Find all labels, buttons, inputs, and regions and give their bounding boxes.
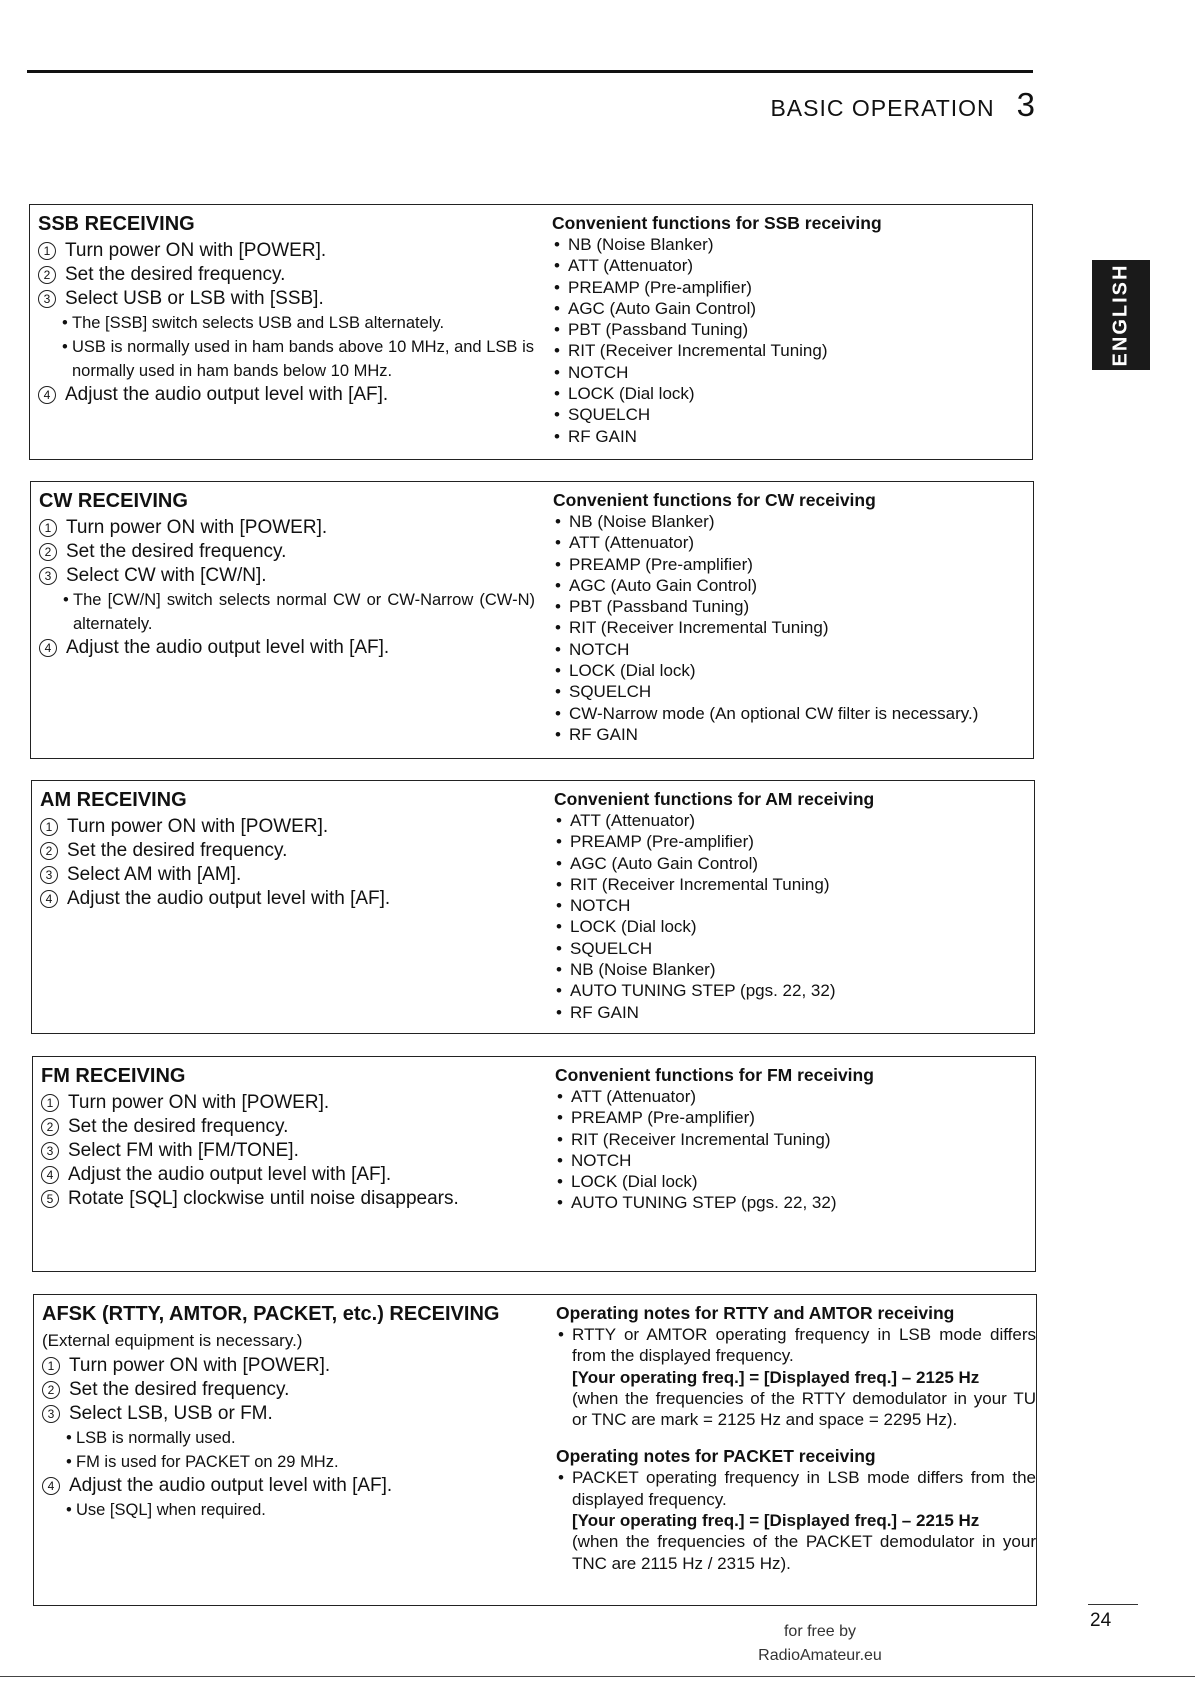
list-item: • AGC (Auto Gain Control) — [554, 853, 1034, 874]
page-number-rule — [1088, 1604, 1138, 1605]
packet-detail: (when the frequencies of the PACKET demodulator in your TNC are 2115 Hz / 2315 Hz). — [572, 1532, 1036, 1573]
list-item: • SQUELCH — [552, 404, 1032, 425]
list-item: • NB (Noise Blanker) — [554, 959, 1034, 980]
cw-step-4: 4 Adjust the audio output level with [AF]. — [39, 636, 539, 660]
am-functions-column — [554, 789, 1034, 1023]
list-item: • RF GAIN — [552, 426, 1032, 447]
cw-step-1: 1 Turn power ON with [POWER]. — [39, 516, 539, 540]
credit-line-1: for free by — [783, 1623, 857, 1640]
packet-formula: [Your operating freq.] = [Displayed freq.] – 2215 Hz — [572, 1511, 980, 1531]
afsk-note-1: • LSB is normally used. — [42, 1426, 542, 1450]
list-item: • RIT (Receiver Incremental Tuning) — [552, 340, 1032, 361]
ssb-note-2: • USB is normally used in ham bands above 10 MHz, and LSB is normally used in ham bands below 10 MHz. — [38, 335, 538, 383]
fm-receiving-box — [32, 1056, 1036, 1272]
fm-title: FM RECEIVING — [41, 1065, 186, 1087]
afsk-receiving-box — [33, 1294, 1037, 1606]
am-step-2: 2 Set the desired frequency. — [40, 839, 540, 863]
section-title: BASIC OPERATION — [770, 95, 995, 121]
list-item: • RIT (Receiver Incremental Tuning) — [555, 1129, 1035, 1150]
am-title: AM RECEIVING — [40, 789, 187, 811]
list-item: • SQUELCH — [553, 681, 1033, 702]
ssb-note-1: • The [SSB] switch selects USB and LSB alternately. — [38, 311, 538, 335]
afsk-subtitle: (External equipment is necessary.) — [42, 1331, 303, 1350]
afsk-note-3: • Use [SQL] when required. — [42, 1498, 542, 1522]
list-item: • NOTCH — [552, 362, 1032, 383]
ssb-receiving-box — [29, 204, 1033, 460]
bottom-rule — [0, 1676, 1195, 1677]
list-item: • RIT (Receiver Incremental Tuning) — [554, 874, 1034, 895]
afsk-step-1: 1 Turn power ON with [POWER]. — [42, 1354, 542, 1378]
list-item: • PBT (Passband Tuning) — [553, 596, 1033, 617]
cw-step-2: 2 Set the desired frequency. — [39, 540, 539, 564]
language-tab — [1092, 260, 1150, 370]
fm-functions-title: Convenient functions for FM receiving — [555, 1065, 874, 1085]
packet-note-text: • PACKET operating frequency in LSB mode differs from the displayed frequency. — [556, 1467, 1036, 1510]
rtty-formula: [Your operating freq.] = [Displayed freq.] – 2125 Hz — [572, 1367, 980, 1387]
cw-note-1: • The [CW/N] switch selects normal CW or CW-Narrow (CW-N) alternately. — [39, 588, 539, 636]
list-item: • AUTO TUNING STEP (pgs. 22, 32) — [554, 980, 1034, 1001]
credit — [740, 1620, 900, 1668]
list-item: • NOTCH — [553, 639, 1033, 660]
rtty-detail: (when the frequencies of the RTTY demodulator in your TU or TNC are mark = 2125 Hz and space = 2295 Hz). — [572, 1388, 1036, 1430]
list-item: • NB (Noise Blanker) — [552, 234, 1032, 255]
am-step-4: 4 Adjust the audio output level with [AF]. — [40, 887, 540, 911]
cw-functions-title: Convenient functions for CW receiving — [553, 490, 876, 510]
list-item: • ATT (Attenuator) — [555, 1086, 1035, 1107]
language-tab-label: ENGLISH — [1109, 263, 1132, 367]
list-item: • RF GAIN — [554, 1002, 1034, 1023]
afsk-step-3: 3 Select LSB, USB or FM. — [42, 1402, 542, 1426]
cw-receiving-box — [30, 481, 1034, 759]
list-item: • NOTCH — [554, 895, 1034, 916]
chapter-number: 3 — [1016, 86, 1035, 123]
packet-notes-title: Operating notes for PACKET receiving — [556, 1446, 876, 1467]
list-item: • AGC (Auto Gain Control) — [553, 575, 1033, 596]
cw-functions-column — [553, 490, 1033, 745]
am-steps-column — [40, 789, 540, 911]
fm-step-2: 2 Set the desired frequency. — [41, 1115, 541, 1139]
am-receiving-box — [31, 780, 1035, 1034]
afsk-note-2: • FM is used for PACKET on 29 MHz. — [42, 1450, 542, 1474]
am-step-1: 1 Turn power ON with [POWER]. — [40, 815, 540, 839]
afsk-step-2: 2 Set the desired frequency. — [42, 1378, 542, 1402]
list-item: • PREAMP (Pre-amplifier) — [552, 277, 1032, 298]
page-number: 24 — [1090, 1610, 1112, 1631]
cw-step-3: 3 Select CW with [CW/N]. — [39, 564, 539, 588]
cw-title: CW RECEIVING — [39, 490, 188, 512]
list-item: • PREAMP (Pre-amplifier) — [554, 831, 1034, 852]
list-item: • ATT (Attenuator) — [552, 255, 1032, 276]
fm-step-3: 3 Select FM with [FM/TONE]. — [41, 1139, 541, 1163]
ssb-functions-title: Convenient functions for SSB receiving — [552, 213, 882, 233]
ssb-steps-column — [38, 213, 538, 407]
fm-step-5: 5 Rotate [SQL] clockwise until noise disappears. — [41, 1187, 541, 1211]
afsk-notes-column — [556, 1303, 1036, 1574]
list-item: • LOCK (Dial lock) — [552, 383, 1032, 404]
list-item: • LOCK (Dial lock) — [553, 660, 1033, 681]
list-item: • AUTO TUNING STEP (pgs. 22, 32) — [555, 1192, 1035, 1213]
cw-steps-column — [39, 490, 539, 660]
fm-step-4: 4 Adjust the audio output level with [AF]. — [41, 1163, 541, 1187]
ssb-step-3: 3 Select USB or LSB with [SSB]. — [38, 287, 538, 311]
list-item: • NOTCH — [555, 1150, 1035, 1171]
list-item: • CW-Narrow mode (An optional CW filter is necessary.) — [553, 703, 1033, 724]
afsk-step-4: 4 Adjust the audio output level with [AF]. — [42, 1474, 542, 1498]
ssb-step-4: 4 Adjust the audio output level with [AF]. — [38, 383, 538, 407]
afsk-title: AFSK (RTTY, AMTOR, PACKET, etc.) RECEIVING — [42, 1303, 500, 1325]
ssb-step-1: 1 Turn power ON with [POWER]. — [38, 239, 538, 263]
ssb-functions-column — [552, 213, 1032, 447]
list-item: • ATT (Attenuator) — [553, 532, 1033, 553]
am-functions-title: Convenient functions for AM receiving — [554, 789, 875, 809]
list-item: • LOCK (Dial lock) — [554, 916, 1034, 937]
rtty-notes-title: Operating notes for RTTY and AMTOR receiving — [556, 1303, 955, 1323]
afsk-steps-column — [42, 1303, 542, 1522]
am-step-3: 3 Select AM with [AM]. — [40, 863, 540, 887]
top-rule — [27, 70, 1033, 73]
list-item: • SQUELCH — [554, 938, 1034, 959]
fm-functions-column — [555, 1065, 1035, 1214]
fm-steps-column — [41, 1065, 541, 1211]
ssb-step-2: 2 Set the desired frequency. — [38, 263, 538, 287]
list-item: • LOCK (Dial lock) — [555, 1171, 1035, 1192]
list-item: • PREAMP (Pre-amplifier) — [553, 554, 1033, 575]
page-header — [770, 86, 1035, 124]
list-item: • PREAMP (Pre-amplifier) — [555, 1107, 1035, 1128]
list-item: • RIT (Receiver Incremental Tuning) — [553, 617, 1033, 638]
list-item: • ATT (Attenuator) — [554, 810, 1034, 831]
list-item: • PBT (Passband Tuning) — [552, 319, 1032, 340]
fm-step-1: 1 Turn power ON with [POWER]. — [41, 1091, 541, 1115]
credit-line-2: RadioAmateur.eu — [758, 1647, 882, 1664]
list-item: • RF GAIN — [553, 724, 1033, 745]
ssb-title: SSB RECEIVING — [38, 213, 195, 235]
rtty-note-text: • RTTY or AMTOR operating frequency in LSB mode differs from the displayed frequency. — [556, 1324, 1036, 1367]
list-item: • NB (Noise Blanker) — [553, 511, 1033, 532]
list-item: • AGC (Auto Gain Control) — [552, 298, 1032, 319]
